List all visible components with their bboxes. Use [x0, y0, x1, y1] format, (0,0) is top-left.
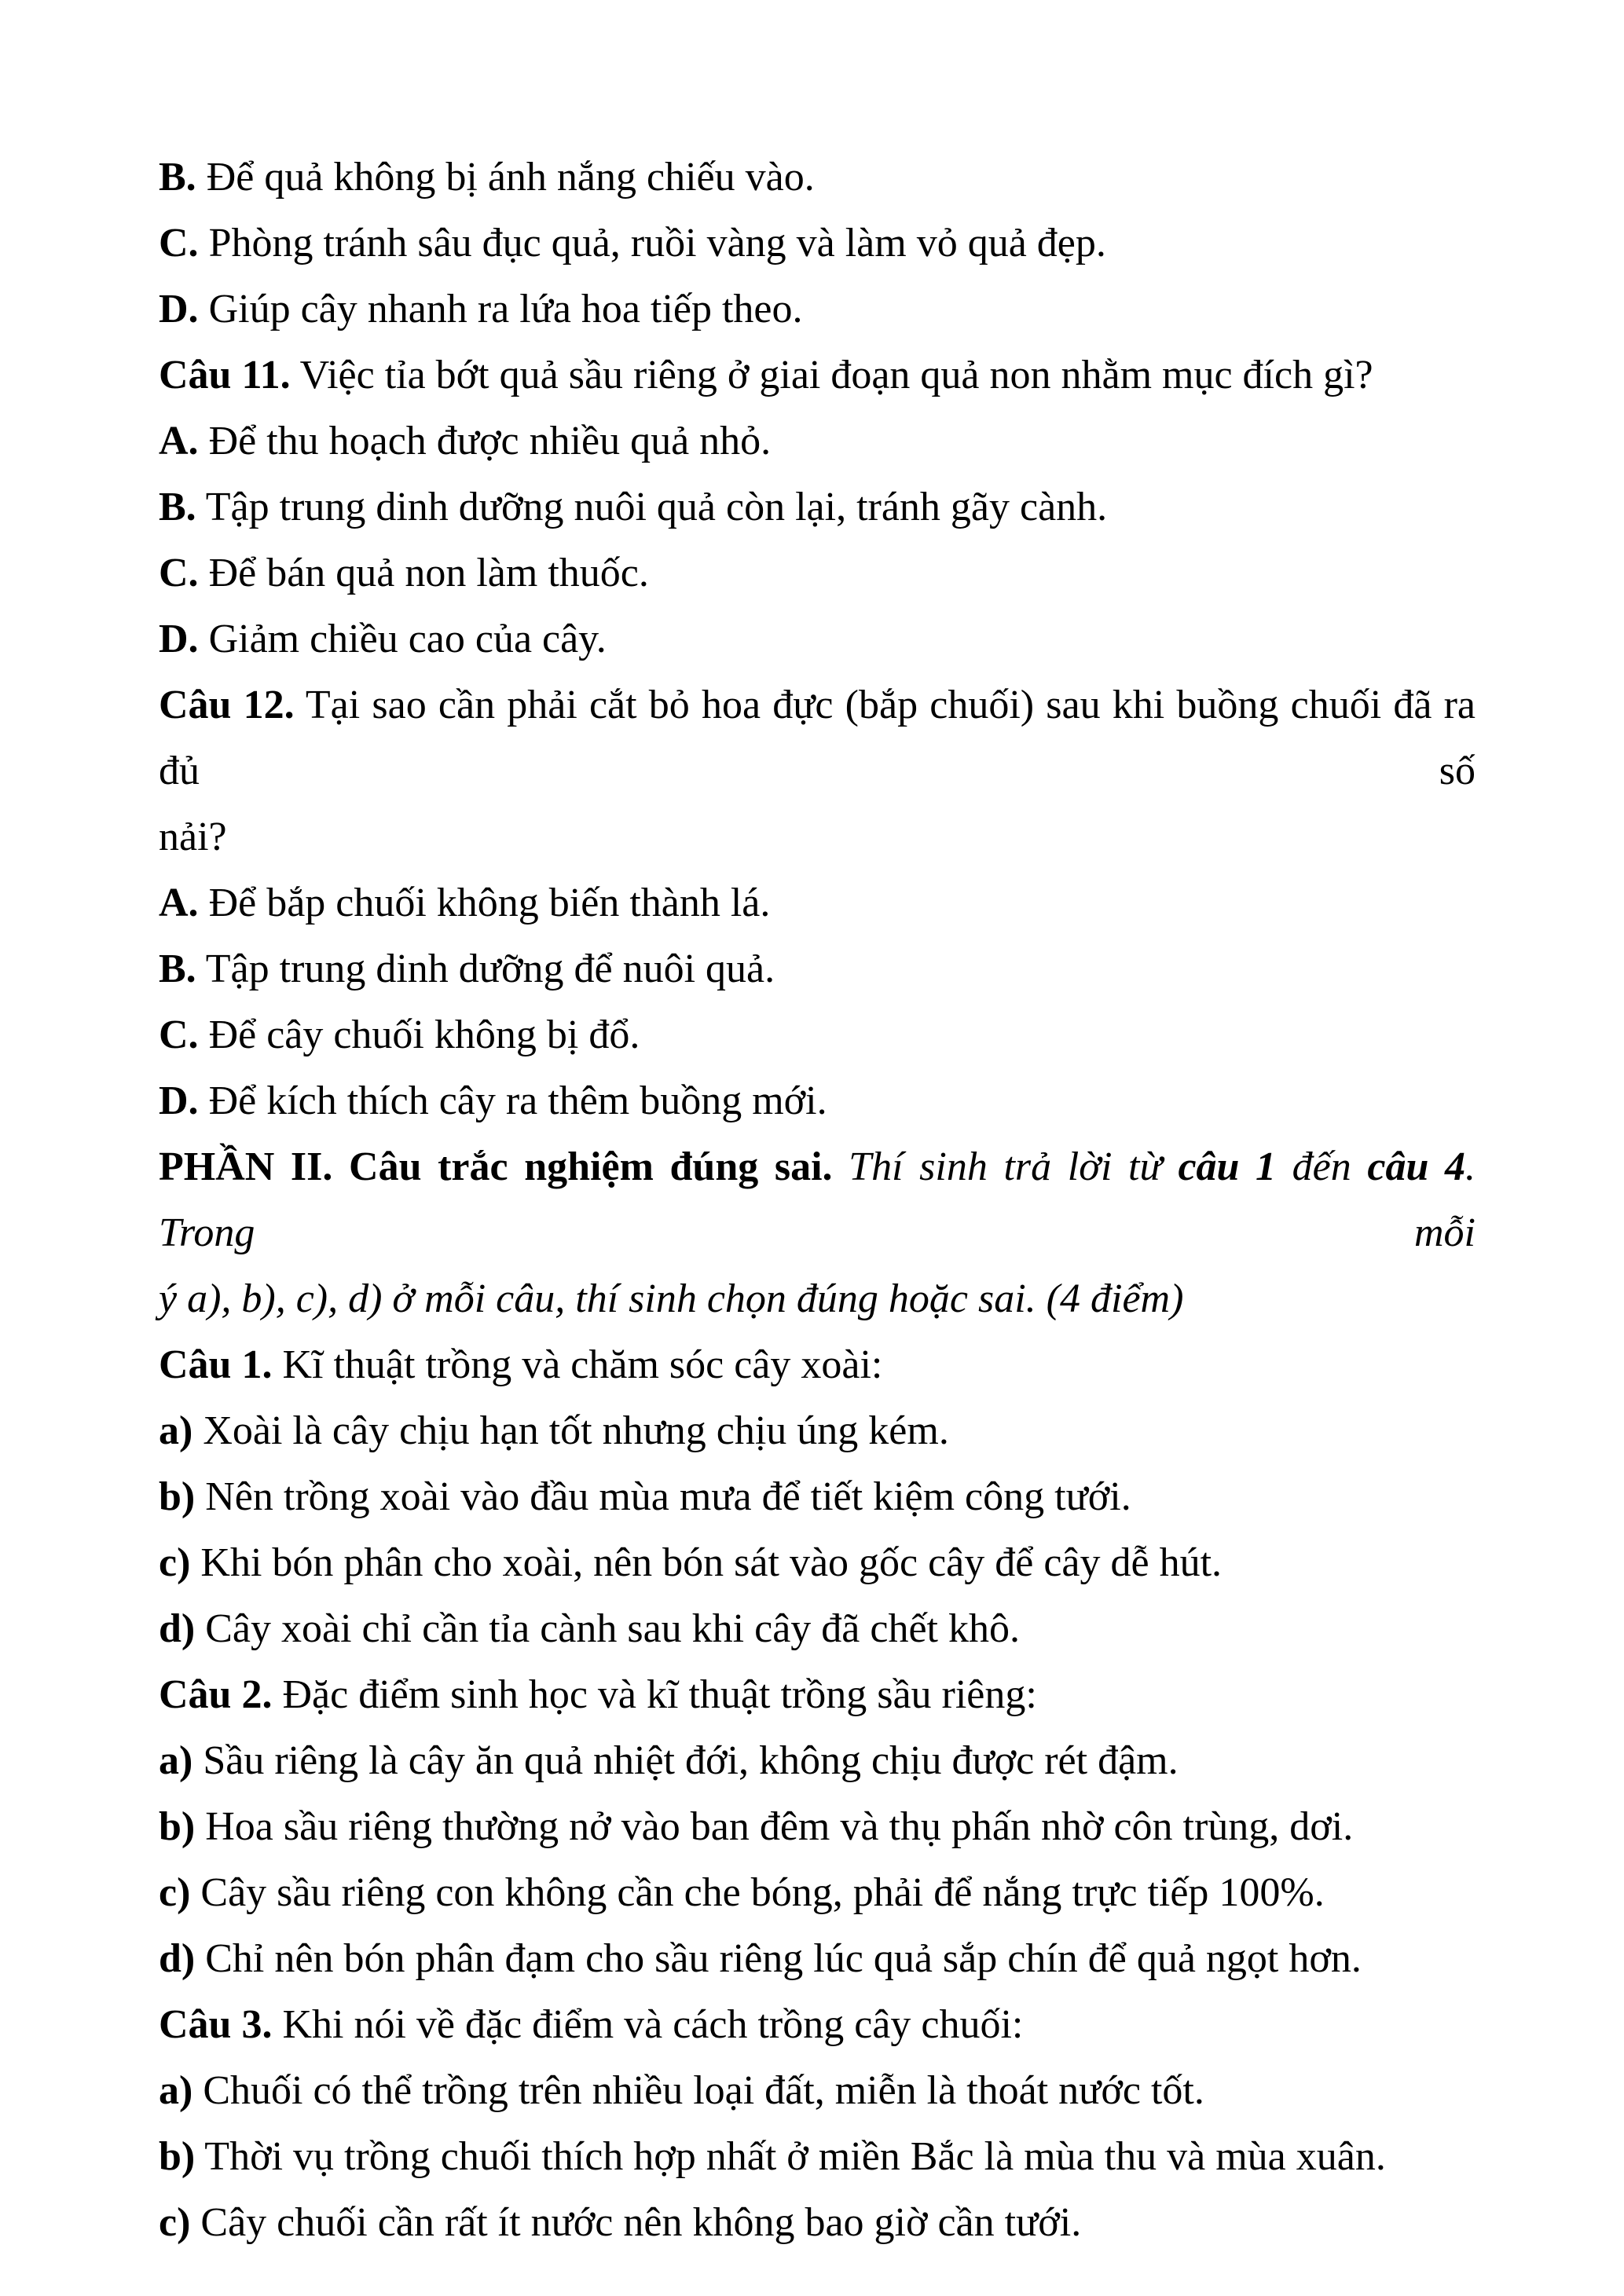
- text-segment: a): [159, 2068, 193, 2113]
- text-segment: Câu 1.: [159, 1342, 273, 1387]
- text-segment: d): [159, 1606, 196, 1651]
- text-segment: D.: [159, 1078, 199, 1123]
- tf-statement: [159, 1926, 1476, 1992]
- section-heading: [159, 1134, 1476, 1266]
- mc-option: [159, 211, 1476, 276]
- text-segment: B.: [159, 155, 196, 200]
- text-segment: c): [159, 1870, 191, 1915]
- tf-statement: [159, 1530, 1476, 1596]
- tf-statement: [159, 2124, 1476, 2190]
- text-segment: C.: [159, 551, 199, 595]
- mc-option: [159, 1068, 1476, 1134]
- mc-option: [159, 540, 1476, 606]
- text-segment: Chỉ nên bón phân đạm cho sầu riêng lúc quả sắp chín để quả ngọt hơn.: [195, 1936, 1362, 1981]
- text-segment: Khi bón phân cho xoài, nên bón sát vào gốc cây để cây dễ hút.: [190, 1540, 1223, 1585]
- text-segment: D.: [159, 617, 199, 661]
- text-segment: Giảm chiều cao của cây.: [198, 617, 607, 661]
- text-segment: Xoài là cây chịu hạn tốt nhưng chịu úng kém.: [192, 1408, 949, 1453]
- mc-option: [159, 474, 1476, 540]
- text-segment: Câu 2.: [159, 1672, 273, 1717]
- text-segment: A.: [159, 419, 199, 463]
- text-segment: ý a), b), c), d) ở mỗi câu, thí sinh chọn đúng hoặc sai. (4 điểm): [159, 1276, 1184, 1321]
- text-segment: Việc tỉa bớt quả sầu riêng ở giai đoạn quả non nhằm mục đích gì?: [290, 353, 1373, 397]
- mc-question: [159, 342, 1476, 408]
- text-segment: câu 4: [1367, 1144, 1465, 1189]
- mc-option: [159, 145, 1476, 211]
- mc-question-continuation: [159, 804, 1476, 870]
- tf-statement: [159, 2058, 1476, 2124]
- text-segment: Giúp cây nhanh ra lứa hoa tiếp theo.: [198, 287, 803, 331]
- text-segment: C.: [159, 1013, 199, 1057]
- text-segment: Để bắp chuối không biến thành lá.: [198, 881, 771, 925]
- mc-option: [159, 870, 1476, 936]
- text-segment: D.: [159, 287, 199, 331]
- text-segment: Tại sao cần phải cắt bỏ hoa đực (bắp chuối) sau khi buồng chuối đã ra đủ số: [159, 683, 1476, 793]
- text-segment: Để thu hoạch được nhiều quả nhỏ.: [198, 419, 772, 463]
- text-segment: Đặc điểm sinh học và kĩ thuật trồng sầu riêng:: [272, 1672, 1037, 1717]
- text-segment: . Trong mỗi: [159, 1144, 1476, 1255]
- mc-option: [159, 408, 1476, 474]
- text-segment: c): [159, 2200, 191, 2245]
- text-segment: Nên trồng xoài vào đầu mùa mưa để tiết kiệm công tưới.: [195, 1474, 1131, 1519]
- text-segment: b): [159, 1804, 196, 1849]
- tf-question: [159, 1992, 1476, 2058]
- text-segment: Tập trung dinh dưỡng nuôi quả còn lại, tránh gãy cành.: [196, 485, 1108, 529]
- text-segment: Câu 3.: [159, 2002, 273, 2047]
- tf-statement: [159, 1728, 1476, 1794]
- text-segment: A.: [159, 881, 199, 925]
- text-segment: a): [159, 1408, 193, 1453]
- text-segment: Chuối có thể trồng trên nhiều loại đất, miễn là thoát nước tốt.: [192, 2068, 1204, 2113]
- mc-question: [159, 672, 1476, 804]
- text-segment: câu 1: [1178, 1144, 1277, 1189]
- text-segment: Để quả không bị ánh nắng chiếu vào.: [196, 155, 815, 200]
- text-segment: Hoa sầu riêng thường nở vào ban đêm và thụ phấn nhờ côn trùng, dơi.: [195, 1804, 1354, 1849]
- tf-question: [159, 1332, 1476, 1398]
- text-segment: Cây chuối cần rất ít nước nên không bao giờ cần tưới.: [190, 2200, 1082, 2245]
- text-segment: Cây sầu riêng con không cần che bóng, phải để nắng trực tiếp 100%.: [190, 1870, 1325, 1915]
- text-segment: d): [159, 1936, 196, 1981]
- text-segment: nải?: [159, 815, 227, 859]
- text-segment: b): [159, 2134, 196, 2179]
- mc-option: [159, 936, 1476, 1002]
- text-segment: Thời vụ trồng chuối thích hợp nhất ở miền Bắc là mùa thu và mùa xuân.: [195, 2134, 1386, 2179]
- mc-option: [159, 1002, 1476, 1068]
- text-segment: Thí sinh trả lời từ: [832, 1144, 1179, 1189]
- mc-option: [159, 276, 1476, 342]
- text-segment: B.: [159, 485, 196, 529]
- text-segment: c): [159, 1540, 191, 1585]
- document-body: [159, 145, 1476, 2256]
- text-segment: Khi nói về đặc điểm và cách trồng cây chuối:: [272, 2002, 1024, 2047]
- text-segment: Cây xoài chỉ cần tỉa cành sau khi cây đã chết khô.: [195, 1606, 1020, 1651]
- text-segment: Kĩ thuật trồng và chăm sóc cây xoài:: [272, 1342, 883, 1387]
- text-segment: Phòng tránh sâu đục quả, ruồi vàng và làm vỏ quả đẹp.: [198, 221, 1106, 265]
- text-segment: PHẦN II. Câu trắc nghiệm đúng sai.: [159, 1144, 833, 1189]
- text-segment: B.: [159, 947, 196, 991]
- text-segment: Câu 12.: [159, 683, 295, 727]
- text-segment: b): [159, 1474, 196, 1519]
- text-segment: C.: [159, 221, 199, 265]
- tf-question: [159, 1662, 1476, 1728]
- text-segment: Câu 11.: [159, 353, 291, 397]
- text-segment: a): [159, 1738, 193, 1783]
- tf-statement: [159, 2190, 1476, 2256]
- text-segment: Để cây chuối không bị đổ.: [198, 1013, 640, 1057]
- tf-statement: [159, 1794, 1476, 1860]
- text-segment: Sầu riêng là cây ăn quả nhiệt đới, không chịu được rét đậm.: [192, 1738, 1179, 1783]
- tf-statement: [159, 1398, 1476, 1464]
- text-segment: Tập trung dinh dưỡng để nuôi quả.: [196, 947, 775, 991]
- tf-statement: [159, 1596, 1476, 1662]
- text-segment: đến: [1276, 1144, 1368, 1189]
- section-heading-continuation: [159, 1266, 1476, 1332]
- mc-option: [159, 606, 1476, 672]
- tf-statement: [159, 1464, 1476, 1530]
- text-segment: Để bán quả non làm thuốc.: [198, 551, 649, 595]
- tf-statement: [159, 1860, 1476, 1926]
- text-segment: Để kích thích cây ra thêm buồng mới.: [198, 1078, 827, 1123]
